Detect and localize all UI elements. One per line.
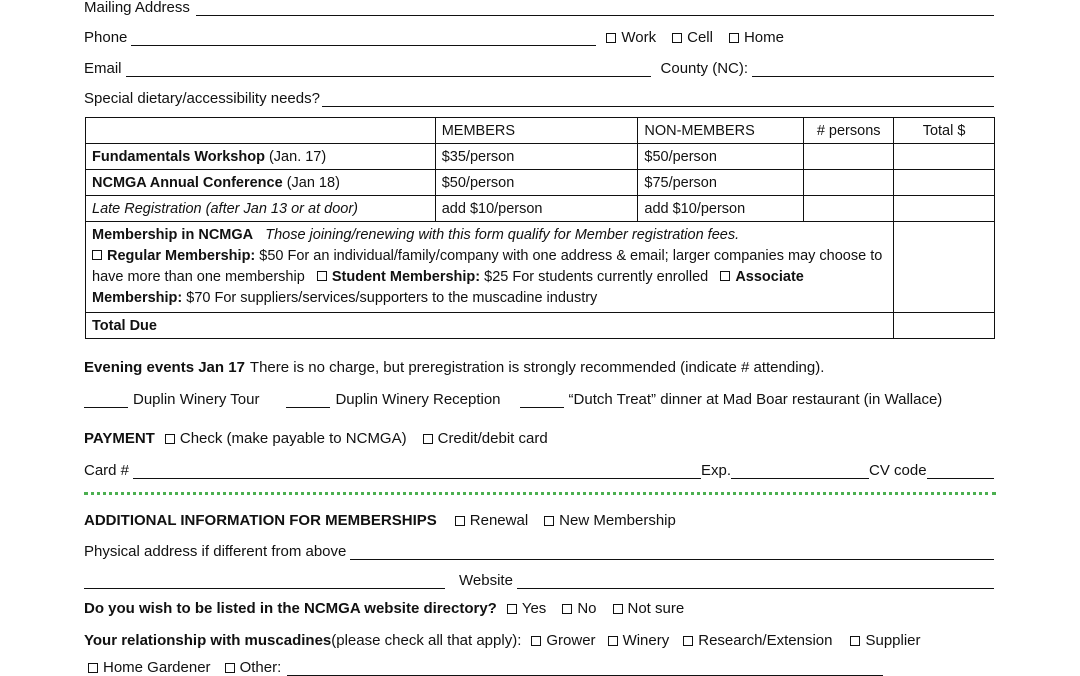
header-blank [86, 118, 436, 144]
special-needs-field[interactable] [322, 92, 994, 107]
exp-label: Exp. [701, 462, 732, 479]
relationship-row [84, 627, 994, 649]
mailing-address-row [84, 0, 994, 16]
total-input-cell[interactable] [894, 170, 995, 196]
physical-address-field-2[interactable] [84, 574, 445, 589]
other-field[interactable] [287, 661, 883, 676]
other-option[interactable]: Other: [225, 659, 282, 676]
nonmember-price-cell: $50/person [638, 144, 804, 170]
relationship-question: Your relationship with muscadines [84, 632, 332, 649]
membership-cell: Membership in NCMGA Those joining/renewing with this form qualify for Member registration fees. Regular Membership: $50 For an individual/family/company with one address & email; larger companies may choose to have more than one membership Student Membership: $25 For students currently enrolled Associate Membership: $70 For suppliers/services/supporters to the muscadine industry [86, 222, 894, 313]
winery-tour-label: Duplin Winery Tour [133, 391, 260, 408]
home-gardener-option[interactable]: Home Gardener [88, 659, 211, 676]
cv-field[interactable] [927, 464, 994, 479]
student-membership-checkbox[interactable] [317, 271, 327, 281]
winery-reception-count[interactable] [286, 393, 330, 408]
website-label: Website [459, 572, 513, 589]
total-due-field[interactable] [894, 313, 995, 339]
checkbox-icon[interactable] [606, 33, 616, 43]
winery-tour-count[interactable] [84, 393, 128, 408]
header-members: MEMBERS [435, 118, 638, 144]
header-total: Total $ [894, 118, 995, 144]
checkbox-icon[interactable] [423, 434, 433, 444]
checkbox-icon[interactable] [562, 604, 572, 614]
research-option[interactable]: Research/Extension [683, 632, 832, 649]
header-persons: # persons [804, 118, 894, 144]
section-divider [84, 492, 996, 495]
table-row [86, 144, 995, 170]
dinner-count[interactable] [520, 393, 564, 408]
physical-address-field[interactable] [350, 545, 994, 560]
member-price-cell: $35/person [435, 144, 638, 170]
member-price-cell: add $10/person [435, 196, 638, 222]
winery-reception-label: Duplin Winery Reception [335, 391, 501, 408]
card-number-field[interactable] [133, 464, 701, 479]
phone-cell-option[interactable]: Cell [672, 29, 713, 46]
persons-input-cell[interactable] [804, 144, 894, 170]
event-name-cell: NCMGA Annual Conference (Jan 18) [86, 170, 436, 196]
header-nonmembers: NON-MEMBERS [638, 118, 804, 144]
membership-total-cell[interactable] [894, 222, 995, 313]
additional-info-row [84, 507, 994, 529]
dinner-label: “Dutch Treat” dinner at Mad Boar restaurant (in Wallace) [568, 391, 943, 408]
supplier-option[interactable]: Supplier [850, 632, 920, 649]
card-row [84, 457, 994, 479]
evening-events-row [84, 354, 994, 376]
nonmember-price-cell: $75/person [638, 170, 804, 196]
total-input-cell[interactable] [894, 144, 995, 170]
total-due-row [86, 313, 995, 339]
checkbox-icon[interactable] [608, 636, 618, 646]
payment-title: PAYMENT [84, 430, 155, 447]
associate-membership-checkbox[interactable] [720, 271, 730, 281]
check-option[interactable]: Check (make payable to NCMGA) [165, 430, 407, 447]
physical-address-row [84, 538, 994, 560]
directory-notsure-option[interactable]: Not sure [613, 600, 685, 617]
relationship-hint: (please check all that apply): [331, 632, 522, 649]
exp-field[interactable] [731, 464, 869, 479]
evening-items-row [84, 386, 994, 408]
checkbox-icon[interactable] [531, 636, 541, 646]
email-field[interactable] [126, 62, 651, 77]
persons-input-cell[interactable] [804, 170, 894, 196]
checkbox-icon[interactable] [683, 636, 693, 646]
mailing-address-label: Mailing Address [84, 0, 190, 16]
registration-table [85, 117, 995, 339]
checkbox-icon[interactable] [455, 516, 465, 526]
new-membership-option[interactable]: New Membership [544, 512, 676, 529]
directory-yes-option[interactable]: Yes [507, 600, 546, 617]
table-row [86, 170, 995, 196]
additional-info-title: ADDITIONAL INFORMATION FOR MEMBERSHIPS [84, 512, 437, 529]
checkbox-icon[interactable] [729, 33, 739, 43]
checkbox-icon[interactable] [850, 636, 860, 646]
grower-option[interactable]: Grower [531, 632, 595, 649]
county-field[interactable] [752, 62, 994, 77]
checkbox-icon[interactable] [165, 434, 175, 444]
phone-field[interactable] [131, 31, 596, 46]
email-label: Email [84, 60, 122, 77]
evening-events-title: Evening events Jan 17 [84, 359, 245, 376]
directory-question: Do you wish to be listed in the NCMGA website directory? [84, 600, 497, 617]
mailing-address-field[interactable] [196, 1, 994, 16]
county-label: County (NC): [660, 60, 749, 77]
checkbox-icon[interactable] [672, 33, 682, 43]
event-name-cell: Fundamentals Workshop (Jan. 17) [86, 144, 436, 170]
physical-address-label: Physical address if different from above [84, 543, 347, 560]
checkbox-icon[interactable] [88, 663, 98, 673]
cv-label: CV code [869, 462, 927, 479]
nonmember-price-cell: add $10/person [638, 196, 804, 222]
other-row [84, 654, 994, 676]
phone-work-option[interactable]: Work [606, 29, 656, 46]
table-header-row [86, 118, 995, 144]
payment-row [84, 425, 994, 447]
phone-row [84, 24, 994, 46]
member-price-cell: $50/person [435, 170, 638, 196]
website-field[interactable] [517, 574, 994, 589]
checkbox-icon[interactable] [613, 604, 623, 614]
event-name-cell: Late Registration (after Jan 13 or at door) [86, 196, 436, 222]
regular-membership-checkbox[interactable] [92, 250, 102, 260]
evening-events-text: There is no charge, but preregistration is strongly recommended (indicate # attending). [249, 359, 825, 376]
checkbox-icon[interactable] [544, 516, 554, 526]
membership-row [86, 222, 995, 313]
email-row [84, 55, 994, 77]
checkbox-icon[interactable] [507, 604, 517, 614]
persons-input-cell[interactable] [804, 196, 894, 222]
total-due-label: Total Due [86, 313, 894, 339]
website-row [84, 567, 994, 589]
renewal-option[interactable]: Renewal [455, 512, 528, 529]
card-number-label: Card # [84, 462, 130, 479]
total-input-cell[interactable] [894, 196, 995, 222]
card-option[interactable]: Credit/debit card [423, 430, 548, 447]
checkbox-icon[interactable] [225, 663, 235, 673]
winery-option[interactable]: Winery [608, 632, 670, 649]
special-needs-label: Special dietary/accessibility needs? [84, 90, 320, 107]
phone-home-option[interactable]: Home [729, 29, 784, 46]
directory-no-option[interactable]: No [562, 600, 596, 617]
directory-row [84, 595, 994, 617]
table-row [86, 196, 995, 222]
phone-label: Phone [84, 29, 128, 46]
special-needs-row [84, 85, 994, 107]
